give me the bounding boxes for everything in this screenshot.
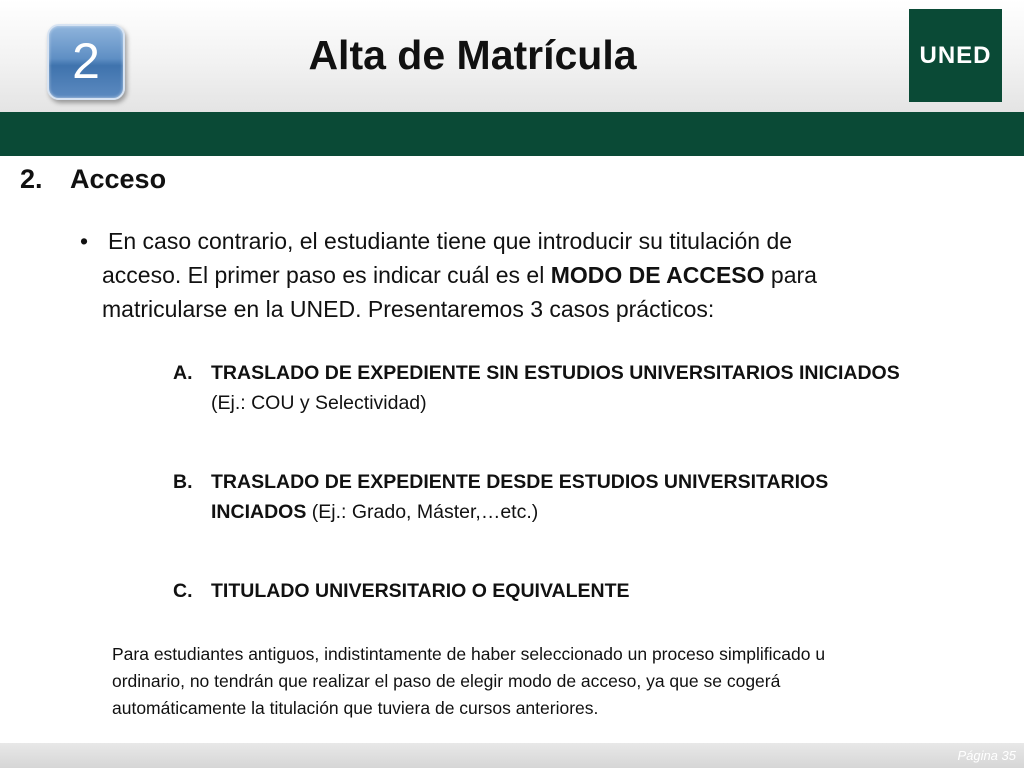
intro-text-2a: acceso. El primer paso es indicar cuál es el bbox=[102, 262, 551, 288]
page-number: Página 35 bbox=[957, 748, 1016, 763]
case-b-title-line-1: TRASLADO DE EXPEDIENTE DESDE ESTUDIOS UNIVERSITARIOS bbox=[211, 471, 829, 493]
slide-title: Alta de Matrícula bbox=[308, 32, 637, 78]
case-a-detail: (Ej.: COU y Selectividad) bbox=[211, 392, 427, 414]
bullet-icon: • bbox=[80, 228, 89, 254]
intro-line-2 bbox=[80, 258, 920, 292]
note-line-1: Para estudiantes antiguos, indistintamente de haber seleccionado un proceso simplificado u bbox=[112, 644, 826, 664]
case-b-detail: (Ej.: Grado, Máster,…etc.) bbox=[306, 501, 539, 523]
case-b-letter: B. bbox=[173, 471, 193, 493]
intro-paragraph bbox=[80, 224, 920, 326]
step-number-badge: 2 bbox=[47, 24, 125, 100]
intro-text-1: En caso contrario, el estudiante tiene que introducir su titulación de bbox=[108, 228, 793, 254]
case-a-title: TRASLADO DE EXPEDIENTE SIN ESTUDIOS UNIVERSITARIOS INICIADOS bbox=[211, 362, 900, 384]
intro-emphasis: MODO DE ACCESO bbox=[550, 262, 765, 288]
intro-line-1 bbox=[80, 224, 920, 258]
note-paragraph bbox=[112, 641, 992, 722]
section-title: Acceso bbox=[70, 164, 167, 194]
case-a-letter: A. bbox=[173, 362, 193, 384]
intro-text-3: matricularse en la UNED. Presentaremos 3 casos prácticos: bbox=[102, 296, 715, 322]
case-b-title-line-2: INCIADOS bbox=[211, 501, 307, 523]
case-a bbox=[173, 358, 973, 418]
uned-logo bbox=[909, 9, 1002, 102]
case-c bbox=[173, 576, 973, 606]
case-c-letter: C. bbox=[173, 580, 193, 602]
intro-text-2b: para bbox=[764, 262, 817, 288]
case-c-title: TITULADO UNIVERSITARIO O EQUIVALENTE bbox=[211, 580, 630, 602]
header-band bbox=[0, 112, 1024, 156]
note-line-3: automáticamente la titulación que tuviera de cursos anteriores. bbox=[112, 698, 599, 718]
note-line-2: ordinario, no tendrán que realizar el paso de elegir modo de acceso, ya que se cogerá bbox=[112, 671, 781, 691]
section-heading bbox=[20, 164, 166, 195]
slide-footer bbox=[0, 743, 1024, 768]
section-number: 2. bbox=[20, 164, 43, 194]
intro-line-3 bbox=[80, 292, 920, 326]
case-b bbox=[173, 467, 973, 527]
logo-text: UNED bbox=[919, 41, 992, 69]
